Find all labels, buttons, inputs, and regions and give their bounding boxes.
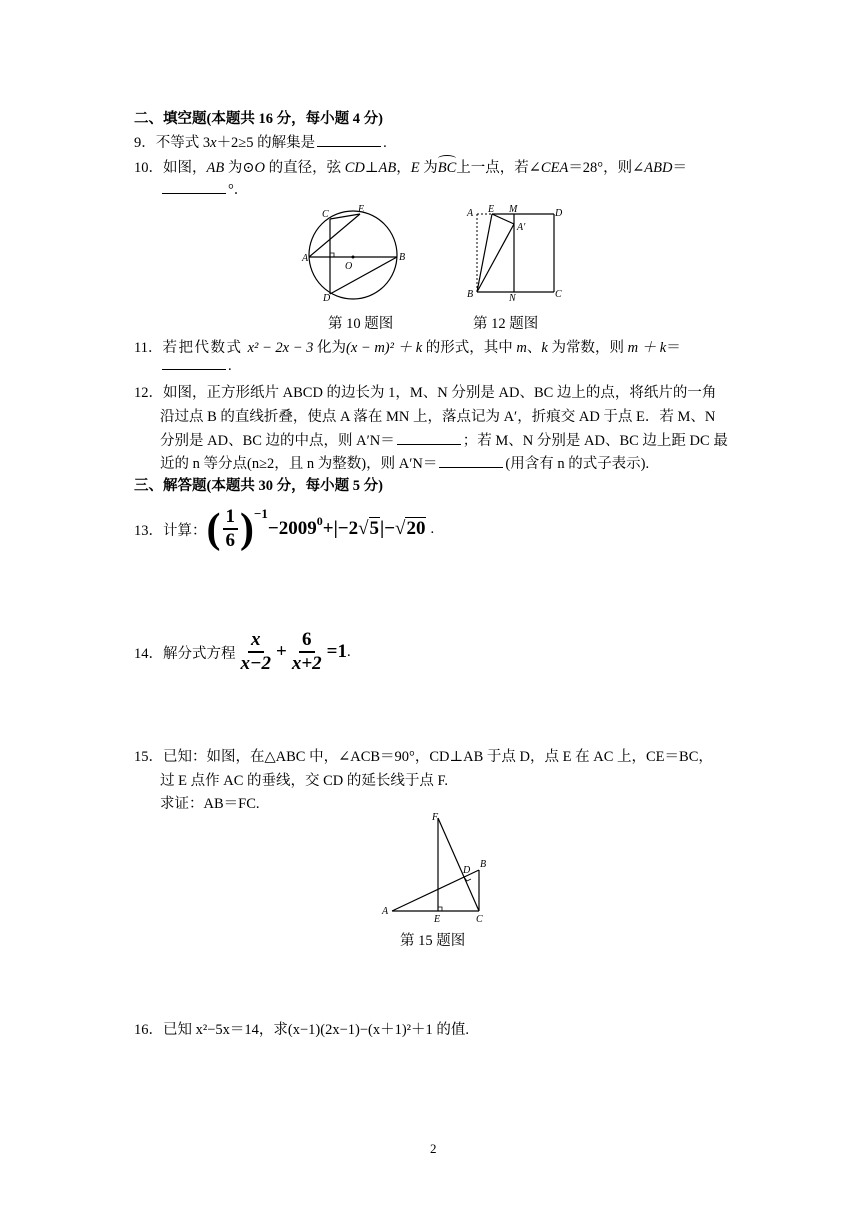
fig12-label-n: N xyxy=(509,293,516,304)
question-14: 14．解分式方程 $\frac{x}{x-2}$ + $\frac{6}{x+2}$ =1 . xyxy=(134,629,351,674)
fig15-label-e: E xyxy=(434,914,441,925)
question-10: 10．如图，AB 为⊙O 的直径，弦 CD⊥AB，E 为BC上一点，若∠CEA＝28°，则∠ABD＝ xyxy=(134,160,687,176)
question-9: 9．不等式 3x＋2≥5 的解集是 . xyxy=(134,135,387,151)
fig10-label-c: C xyxy=(322,209,329,220)
fig15-label-f: F xyxy=(432,812,439,823)
fig12-label-e: E xyxy=(488,204,495,215)
question-12: 12．如图，正方形纸片 ABCD 的边长为 1，M、N 分别是 AD、BC 边上的点，将纸片的一角 xyxy=(134,385,717,401)
question-16: 16．已知 x²−5x＝14，求(x−1)(2x−1)−(x＋1)²＋1 的值. xyxy=(134,1022,470,1038)
answer-blank xyxy=(317,145,381,147)
fig10-label-o: O xyxy=(345,261,353,272)
fig15-label-a: A xyxy=(382,906,389,917)
page-number: 2 xyxy=(430,1141,437,1156)
fig15-label-b: B xyxy=(480,859,487,870)
figure-12-caption: 第 12 题图 xyxy=(473,316,539,332)
question-10-line2: °． xyxy=(160,178,248,199)
question-15-line3: 求证：AB＝FC. xyxy=(160,796,260,812)
question-11: 11．若把代数式 x² − 2x − 3 化为(x − m)² ＋ k 的形式，其中 m、k 为常数，则 m ＋ k＝ xyxy=(134,340,681,356)
fig15-label-c: C xyxy=(476,914,483,925)
question-12-line4: 近的 n 等分点(n≥2，且 n 为整数)，则 A′N＝ (用含有 n 的式子表示). xyxy=(160,456,650,472)
fig10-label-b: B xyxy=(399,252,406,263)
question-12-line3: 分别是 AD、BC 边的中点，则 A′N＝ ；若 M、N 分别是 AD、BC 边上距 DC 最 xyxy=(160,433,728,449)
figure-15-triangle xyxy=(378,810,493,925)
figure-15-caption: 第 15 题图 xyxy=(400,933,466,949)
question-13: 13．计算： ( $\frac{1}{6}$ ) −1 −2009 0 +|−2 √5 |− √20 . xyxy=(134,506,435,552)
fig12-label-a: A xyxy=(467,208,474,219)
section-3-title: 三、解答题(本题共 30 分，每小题 5 分) xyxy=(134,478,383,494)
figure-12-square xyxy=(462,202,567,307)
fig10-label-e: E xyxy=(358,204,365,215)
fig12-label-b: B xyxy=(467,289,474,300)
answer-blank xyxy=(397,443,461,445)
fig12-label-m: M xyxy=(509,204,518,215)
figure-10-caption: 第 10 题图 xyxy=(328,316,394,332)
answer-blank xyxy=(162,368,226,370)
section-2-title: 二、填空题(本题共 16 分，每小题 4 分) xyxy=(134,111,383,127)
fig10-label-a: A xyxy=(302,253,309,264)
fig15-label-d: D xyxy=(463,865,471,876)
question-15: 15．已知：如图，在△ABC 中，∠ACB＝90°，CD⊥AB 于点 D，点 E 在 AC 上，CE＝BC， xyxy=(134,749,713,765)
fig10-label-d: D xyxy=(323,293,331,304)
fig12-label-a-prime: A′ xyxy=(517,222,526,233)
question-12-line2: 沿过点 B 的直线折叠，使点 A 落在 MN 上，落点记为 A′，折痕交 AD 于点 E．若 M、N xyxy=(160,409,716,425)
question-15-line2: 过 E 点作 AC 的垂线，交 CD 的延长线于点 F. xyxy=(160,773,449,789)
answer-blank xyxy=(439,466,503,468)
figure-10-circle xyxy=(300,202,410,307)
answer-blank xyxy=(162,192,226,194)
fig12-label-d: D xyxy=(555,208,563,219)
fig12-label-c: C xyxy=(555,289,562,300)
question-11-line2: . xyxy=(160,358,232,375)
